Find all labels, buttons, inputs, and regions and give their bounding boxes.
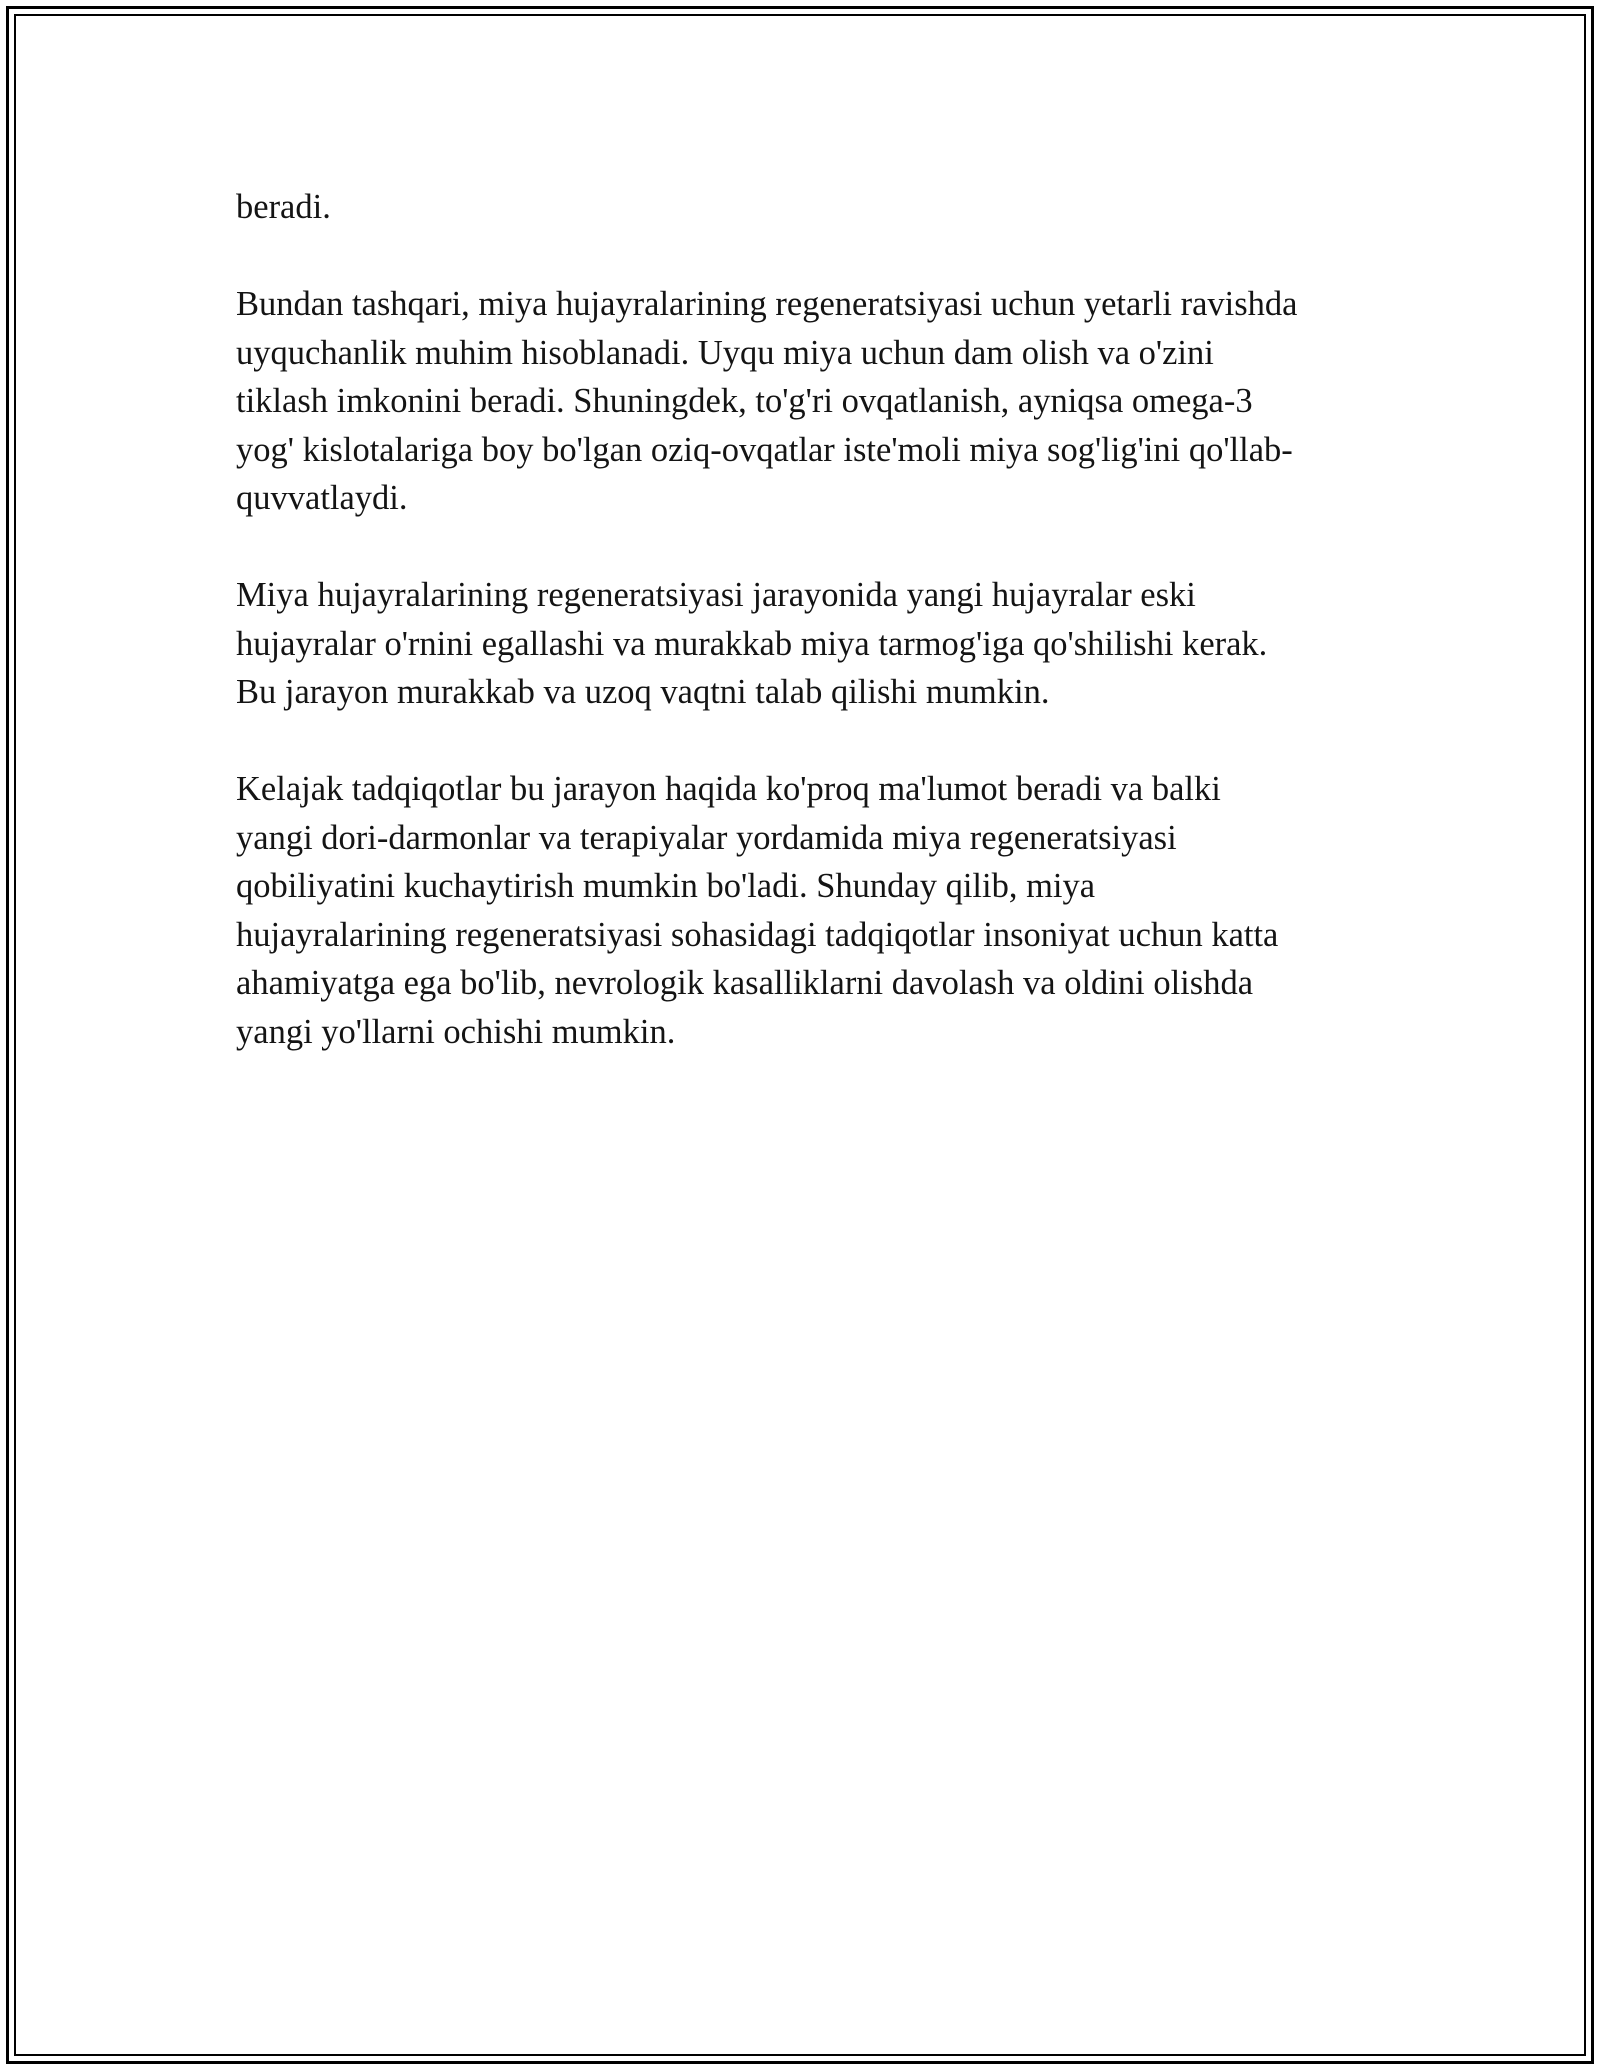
paragraph-2: Bundan tashqari, miya hujayralarining regeneratsiyasi uchun yetarli ravishda uyquchanlik muhim hisoblanadi. Uyqu miya uchun dam olish va o'zini tiklash imkonini beradi. Shuningdek, to'g'ri ovqatlanish, ayniqsa omega-3 yog' kislotalariga boy bo'lgan oziq-ovqatlar iste'moli miya sog'lig'ini qo'llab- quvvatlaydi. (236, 285, 1298, 517)
paragraph-1: beradi. (236, 188, 331, 226)
paragraph-3: Miya hujayralarining regeneratsiyasi jarayonida yangi hujayralar eski hujayralar o'rnini egallashi va murakkab miya tarmog'iga qo'shilishi kerak. Bu jarayon murakkab va uzoq vaqtni talab qilishi mumkin. (236, 576, 1268, 711)
paragraph-4: Kelajak tadqiqotlar bu jarayon haqida ko'proq ma'lumot beradi va balki yangi dori-darmonlar va terapiyalar yordamida miya regeneratsiyasi qobiliyatini kuchaytirish mumkin bo'ladi. Shunday qilib, miya hujayralarining regeneratsiyasi sohasidagi tadqiqotlar insoniyat uchun katta ahamiyatga ega bo'lib, nevrologik kasalliklarni davolash va oldini olishda yangi yo'llarni ochishi mumkin. (236, 770, 1279, 1051)
document-body (236, 183, 1416, 1105)
